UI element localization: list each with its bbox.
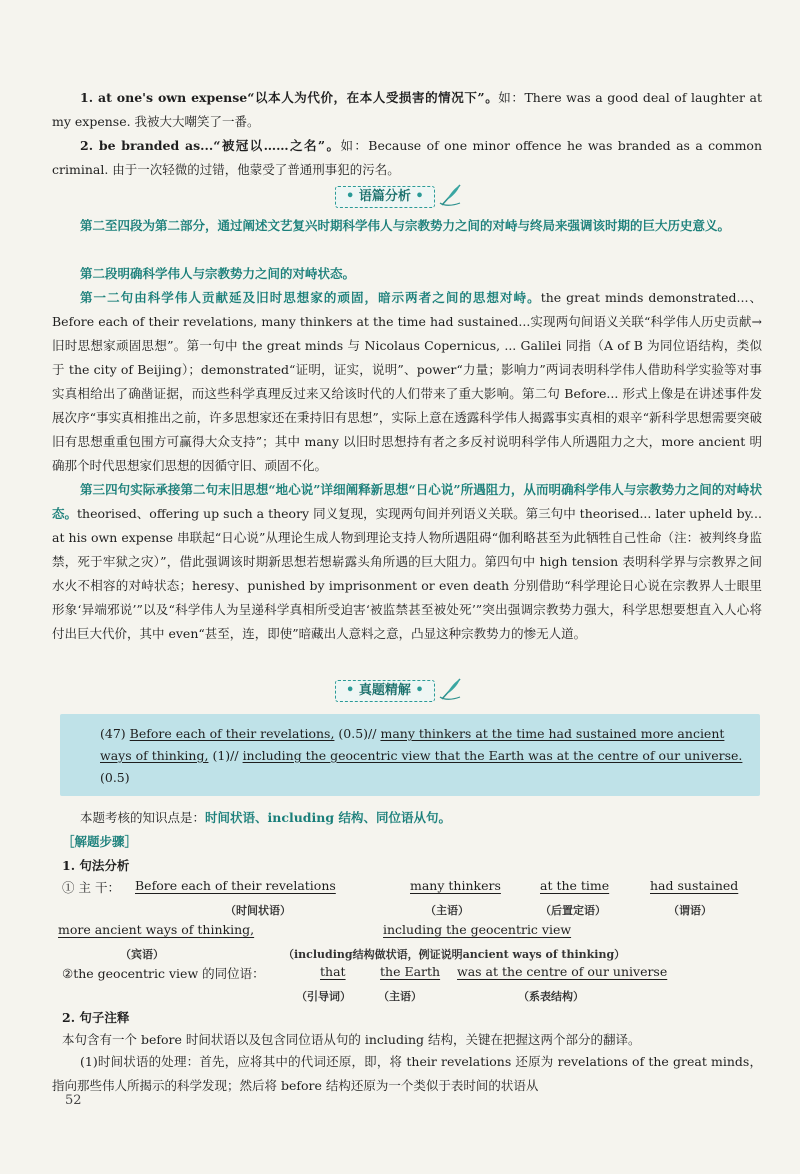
vocab-term-2: 2. be branded as... <box>80 138 214 153</box>
syntax-a6: including the geocentric view <box>383 922 572 937</box>
analysis-paragraph-1: 第二至四段为第二部分，通过阐述文艺复兴时期科学伟人与宗教势力之间的对峙与终局来强调该时期的巨大历史意义。 <box>80 218 731 233</box>
syntax-a3: at the time <box>540 878 610 893</box>
analysis-p3-body: the great minds demonstrated...、Before each of their revelations, many thinkers at the time had sustained...实现两句间语义关联“科学伟人历史贡献→旧时思想家顽固思想”。第一句中 the great minds 与 Nicolaus Copernicus, ... Galilei 同指（A of B 为同位语结构，类似于 the city of Beijing）；demonstrated“证明，证实，说明”、power“力量；影响力”两词表明科学伟人借助科学实验等对事实真相给出了确凿证据，而这些科学真理反过来又给该时代的人们带来了重大影响。第二句 Before... 形式上像是在讲述事件发展次序“事实真相推出之前，许多思想家还在秉持旧有思想”，实际上意在透露科学伟人揭露事实真相的艰辛“新科学思想需要突破旧有思想重重包围方可赢得大众支持”；其中 many 以旧时思想持有者之多反衬说明科学伟人所遇阻力之大，more ancient 明确那个时代思想家们思想的因循守旧、顽固不化。 <box>52 290 762 473</box>
syntax-b2-tag: （主语） <box>378 990 422 1003</box>
knowledge-prefix: 本题考核的知识点是： <box>80 810 206 825</box>
analysis-paragraph-2: 第二段明确科学伟人与宗教势力之间的对峙状态。 <box>80 266 356 281</box>
vocab-item-2 <box>52 134 762 182</box>
syntax-a3-tag: （后置定语） <box>540 904 606 917</box>
appos-label: ②the geocentric view 的同位语： <box>62 966 265 981</box>
vocab-item-1 <box>52 86 762 134</box>
analysis-p4-lead: 第三四句实际承接第二句末旧思想“地心说”详细阐释新思想“日心说”所遇阻力，从而明确科学伟人与宗教势力之间的对峙状态。 <box>52 482 762 521</box>
syntax-b1-tag: （引导词） <box>296 990 351 1003</box>
section-badge-analysis-label: 语篇分析 <box>358 189 411 204</box>
analysis-paragraph-4 <box>52 478 762 646</box>
syntax-b3-tag: （系表结构） <box>518 990 584 1003</box>
section-badge-exam-label: 真题精解 <box>358 683 411 698</box>
syntax-a2: many thinkers <box>410 878 501 893</box>
analysis-paragraph-3 <box>52 286 762 478</box>
vocab-def-1: “以本人为代价，在本人受损害的情况下”。 <box>247 90 499 105</box>
step2-paragraph-2: (1)时间状语的处理：首先，应将其中的代词还原，即，将 their revelations 还原为 revelations of the great minds，指向那些伟人所揭示的科学发现；然后将 before 结构还原为一个类似于表时间的状语从 <box>52 1054 762 1093</box>
syntax-a2-tag: （主语） <box>425 904 469 917</box>
question-part-1: Before each of their revelations, <box>129 726 335 741</box>
vocab-example-2: 如：Because of one minor offence he was branded as a common criminal. 由于一次轻微的过错，他蒙受了普通刑事犯的污名。 <box>52 138 762 177</box>
question-score-3: (0.5) <box>100 770 130 785</box>
knowledge-points: 时间状语、including 结构、同位语从句。 <box>205 810 451 825</box>
syntax-b2: the Earth <box>380 964 441 979</box>
question-score-2: (1)// <box>212 748 239 763</box>
feather-pen-icon <box>438 675 466 701</box>
steps-label: ［解题步骤］ <box>62 834 138 849</box>
question-score-1: (0.5)// <box>338 726 377 741</box>
vocab-term-1: 1. at one's own expense <box>80 90 248 105</box>
vocab-example-1: 如：There was a good deal of laughter at my expense. 我被大大嘲笑了一番。 <box>52 90 762 129</box>
analysis-p4-body: theorised、offering up such a theory 同义复现，实现两句间并列语义关联。第三句中 theorised... later upheld by... at his own expense 串联起“日心说”从理论生成人物到理论支持人物所遇阻碍“伽利略甚至为此牺牲自己性命（注：被判终身监禁，死于牢狱之灾）”，借此强调该时期新思想若想崭露头角所遇的巨大阻力。第四句中 high tension 表明科学界与宗教界之间水火不相容的对峙状态；heresy、punished by imprisonment or even death 分别借助“科学理论日心说在宗教界人士眼里形象‘异端邪说’”以及“科学伟人为呈递科学真相所受迫害‘被监禁甚至被处死’”突出强调宗教势力强大，科学思想要想直入人心将付出巨大代价，其中 even“甚至，连，即使”暗藏出人意料之意，凸显这种宗教势力的惨无人道。 <box>52 506 762 641</box>
syntax-a5: more ancient ways of thinking, <box>58 922 255 937</box>
question-part-2: many thinkers at the time had sustained more ancient ways of thinking, <box>100 726 725 763</box>
question-number: (47) <box>100 726 126 741</box>
section-badge-analysis: • 语篇分析 • <box>335 186 435 208</box>
vocab-def-2: “被冠以……之名”。 <box>213 138 341 153</box>
page-number: 52 <box>65 1093 82 1108</box>
syntax-b3: was at the centre of our universe <box>457 964 668 979</box>
feather-pen-icon <box>438 181 466 207</box>
syntax-a6-tag: （including结构做状语，例证说明ancient ways of thinking） <box>283 948 626 961</box>
step2-paragraph-1: 本句含有一个 before 时间状语以及包含同位语从句的 including 结构，关键在把握这两个部分的翻译。 <box>62 1032 641 1047</box>
section-badge-exam: • 真题精解 • <box>335 680 435 702</box>
syntax-a4-tag: （谓语） <box>668 904 712 917</box>
question-part-3: including the geocentric view that the Earth was at the centre of our universe. <box>242 748 743 763</box>
main-label: ① 主 干： <box>62 880 120 895</box>
analysis-p3-lead: 第一二句由科学伟人贡献延及旧时思想家的顽固，暗示两者之间的思想对峙。 <box>80 290 541 305</box>
syntax-b1: that <box>320 964 346 979</box>
step1-title: 1. 句法分析 <box>62 858 130 873</box>
syntax-a4: had sustained <box>650 878 739 893</box>
question-text <box>100 723 750 789</box>
syntax-a1: Before each of their revelations <box>135 878 336 893</box>
step2-title: 2. 句子注释 <box>62 1010 130 1025</box>
syntax-a5-tag: （宾语） <box>120 948 164 961</box>
syntax-a1-tag: （时间状语） <box>225 904 291 917</box>
knowledge-line <box>52 806 762 830</box>
